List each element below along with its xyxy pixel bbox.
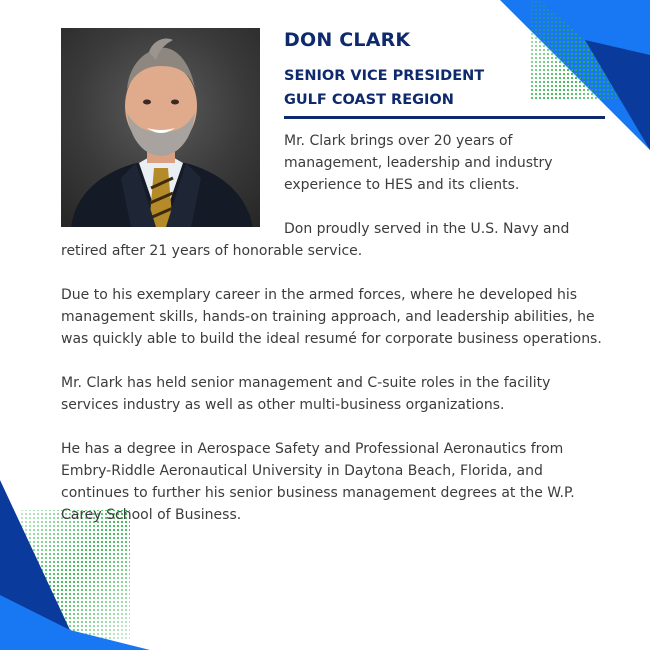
job-title bbox=[284, 64, 484, 112]
bio-paragraph-2: Don proudly served in the U.S. Navy and retired after 21 years of honorable service. bbox=[61, 221, 570, 259]
biography bbox=[61, 130, 609, 548]
bio-paragraph-5: He has a degree in Aerospace Safety and Professional Aeronautics from Embry-Riddle Aeronautical University in Daytona Beach, Florida, and continues to further his senior business management degrees at the W.P. Carey School of Business. bbox=[61, 441, 575, 523]
bio-paragraph-1: Mr. Clark brings over 20 years of management, leadership and industry experience to HES and its clients. bbox=[284, 133, 553, 193]
bio-paragraph-3: Due to his exemplary career in the armed forces, where he developed his management skills, hands-on training approach, and leadership abilities, he was quickly able to build the ideal resumé for corporate business operations. bbox=[61, 287, 602, 347]
bio-paragraph-4: Mr. Clark has held senior management and C-suite roles in the facility services industry as well as other multi-business organizations. bbox=[61, 375, 551, 413]
job-title-line-2: GULF COAST REGION bbox=[284, 92, 454, 108]
person-name: DON CLARK bbox=[284, 29, 411, 51]
job-title-line-1: SENIOR VICE PRESIDENT bbox=[284, 68, 485, 84]
title-divider bbox=[284, 116, 605, 119]
